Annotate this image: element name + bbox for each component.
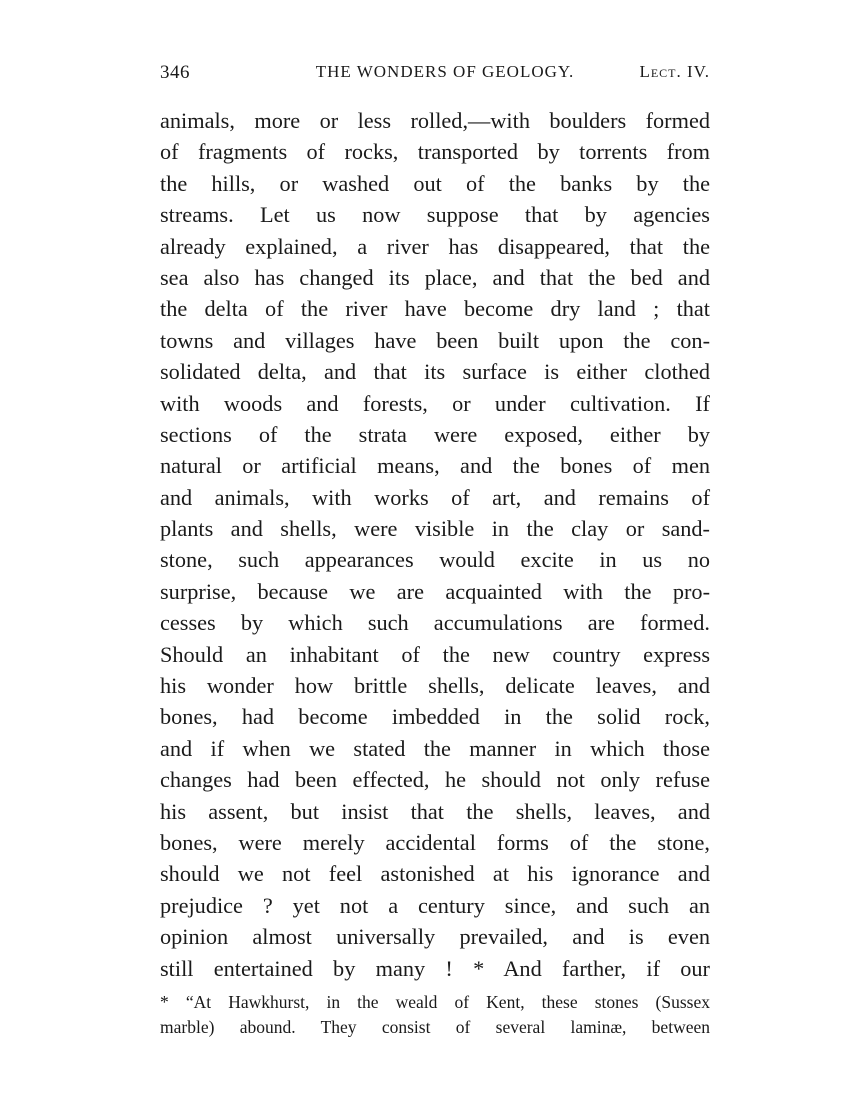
body-line: the hills, or washed out of the banks by the xyxy=(160,170,710,196)
body-line: already explained, a river has disappeared, that the xyxy=(160,233,710,259)
body-line: still entertained by many ! * And farther, if our xyxy=(160,955,710,981)
body-line: and animals, with works of art, and remains of xyxy=(160,484,710,510)
body-line: the delta of the river have become dry land ; that xyxy=(160,296,710,322)
body-line: sea also has changed its place, and that the bed and xyxy=(160,264,710,290)
body-line: prejudice ? yet not a century since, and such an xyxy=(160,892,710,918)
footnote xyxy=(160,990,710,1040)
body-line: cesses by which such accumulations are formed. xyxy=(160,610,710,636)
lecture-label: Lect. IV. xyxy=(639,62,710,81)
body-line: natural or artificial means, and the bones of men xyxy=(160,453,710,479)
body-line: his assent, but insist that the shells, leaves, and xyxy=(160,798,710,824)
body-line: stone, such appearances would excite in us no xyxy=(160,547,710,573)
body-line: with woods and forests, or under cultivation. If xyxy=(160,390,710,416)
body-line: towns and villages have been built upon the con- xyxy=(160,327,710,353)
body-text xyxy=(160,105,710,984)
body-line: of fragments of rocks, transported by torrents from xyxy=(160,139,710,165)
running-head xyxy=(160,62,710,86)
body-line: sections of the strata were exposed, either by xyxy=(160,421,710,447)
body-line: solidated delta, and that its surface is either clothed xyxy=(160,359,710,385)
running-title: THE WONDERS OF GEOLOGY. xyxy=(315,62,575,81)
body-line: Should an inhabitant of the new country express xyxy=(160,641,710,667)
body-line: surprise, because we are acquainted with the pro- xyxy=(160,578,710,604)
body-line: plants and shells, were visible in the clay or sand- xyxy=(160,516,710,542)
body-line: and if when we stated the manner in which those xyxy=(160,735,710,761)
footnote-line: marble) abound. They consist of several laminæ, between xyxy=(160,1017,710,1037)
body-line: changes had been effected, he should not only refuse xyxy=(160,767,710,793)
body-line: should we not feel astonished at his ignorance and xyxy=(160,861,710,887)
body-line: animals, more or less rolled,—with boulders formed xyxy=(160,108,710,133)
body-line: his wonder how brittle shells, delicate leaves, and xyxy=(160,673,710,699)
body-line: opinion almost universally prevailed, and is even xyxy=(160,924,710,950)
page-number: 346 xyxy=(160,62,190,83)
body-line: bones, had become imbedded in the solid rock, xyxy=(160,704,710,730)
body-line: bones, were merely accidental forms of the stone, xyxy=(160,829,710,855)
body-line: streams. Let us now suppose that by agencies xyxy=(160,202,710,228)
footnote-line: * “At Hawkhurst, in the weald of Kent, these stones (Sussex xyxy=(160,992,710,1012)
